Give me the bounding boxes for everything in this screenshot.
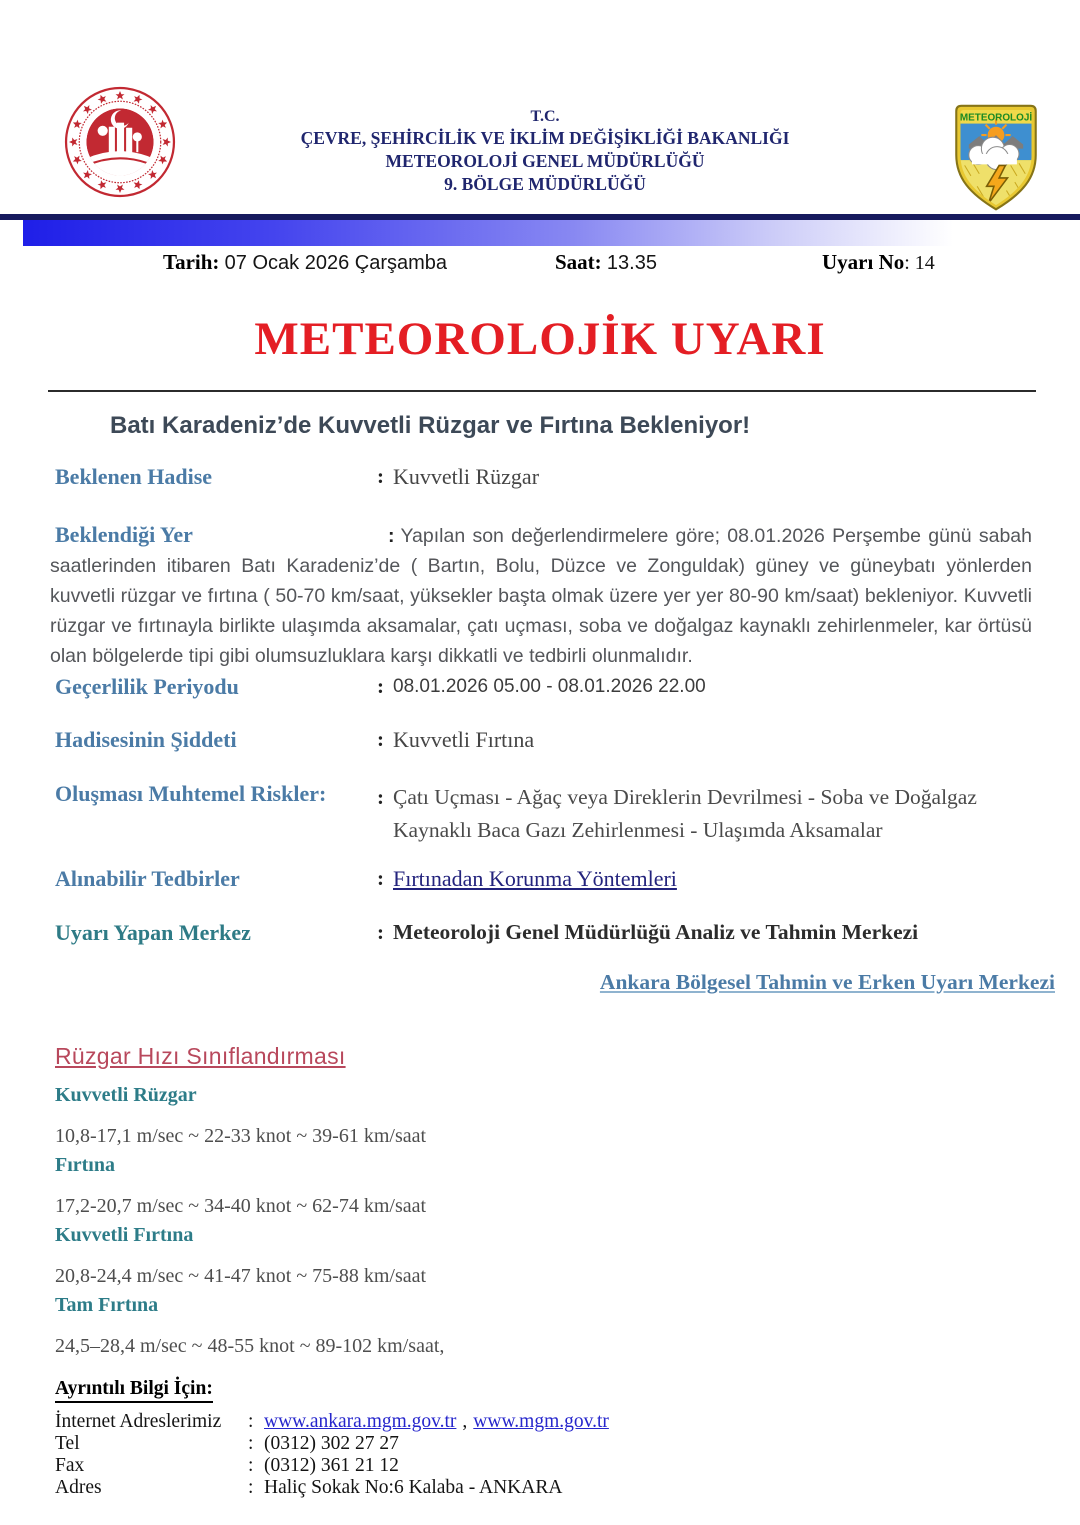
- header-ministry-name: ÇEVRE, ŞEHİRCİLİK VE İKLİM DEĞİŞİKLİĞİ BAKANLIĞI: [300, 128, 790, 148]
- title-divider: [48, 390, 1036, 392]
- saat-label: Saat:: [555, 250, 602, 274]
- field-hadisesinin-siddeti: [55, 727, 1035, 753]
- header-region: 9. BÖLGE MÜDÜRLÜĞÜ: [444, 174, 646, 194]
- uyari-no-field: [822, 250, 935, 275]
- internet-label: İnternet Adreslerimiz: [55, 1411, 222, 1432]
- classification-range: 20,8-24,4 m/sec ~ 41-47 knot ~ 75-88 km/saat: [55, 1265, 427, 1287]
- fax-colon: :: [248, 1455, 254, 1476]
- footer-row-tel: [55, 1433, 1035, 1455]
- riskler-colon: :: [377, 785, 384, 809]
- field-gecerlilik-periyodu: [55, 674, 1035, 700]
- merkez-value: Meteoroloji Genel Müdürlüğü Analiz ve Tahmin Merkezi: [393, 920, 919, 944]
- fax-label: Fax: [55, 1455, 85, 1476]
- regional-center-link[interactable]: Ankara Bölgesel Tahmin ve Erken Uyarı Merkezi: [599, 970, 1055, 994]
- ministry-emblem-icon: [64, 84, 176, 200]
- beklendigi-yer-colon: :: [388, 525, 395, 547]
- footer-row-fax: [55, 1455, 1035, 1477]
- field-muhtemel-riskler: [55, 781, 1035, 847]
- siddet-colon: :: [377, 727, 384, 751]
- classification-range: 24,5–28,4 m/sec ~ 48-55 knot ~ 89-102 km/saat,: [55, 1335, 445, 1357]
- beklendigi-yer-label: Beklendiği Yer: [55, 522, 193, 547]
- field-beklenen-hadise: [55, 464, 1035, 490]
- beklenen-hadise-label: Beklenen Hadise: [55, 464, 213, 489]
- warning-subtitle: Batı Karadeniz’de Kuvvetli Rüzgar ve Fırtına Bekleniyor!: [110, 412, 751, 439]
- merkez-colon: :: [377, 920, 384, 944]
- field-beklendigi-yer: [50, 520, 1032, 671]
- classification-item: [55, 1223, 955, 1288]
- gecerlilik-value: 08.01.2026 05.00 - 08.01.2026 22.00: [393, 676, 706, 697]
- header-tc: T.C.: [530, 108, 560, 125]
- classification-heading: Rüzgar Hızı Sınıflandırması: [55, 1043, 346, 1069]
- header-directorate: METEOROLOJİ GENEL MÜDÜRLÜĞÜ: [385, 151, 705, 171]
- fax-value: (0312) 361 21 12: [264, 1455, 399, 1476]
- contact-footer: [55, 1378, 1035, 1499]
- footer-heading: Ayrıntılı Bilgi İçin:: [55, 1378, 213, 1403]
- uyari-no-value: : 14: [904, 252, 935, 274]
- info-bar: [0, 250, 1080, 278]
- tarih-field: [163, 250, 447, 275]
- adres-colon: :: [248, 1477, 254, 1498]
- classification-name: Kuvvetli Fırtına: [55, 1224, 194, 1246]
- mgm-link[interactable]: www.mgm.gov.tr: [473, 1411, 609, 1432]
- footer-row-adres: [55, 1477, 1035, 1499]
- field-alinabilir-tedbirler: [55, 866, 1035, 892]
- riskler-label: Oluşması Muhtemel Riskler:: [55, 781, 327, 806]
- tarih-value: 07 Ocak 2026 Çarşamba: [224, 252, 448, 274]
- classification-name: Kuvvetli Rüzgar: [55, 1084, 197, 1106]
- uyari-no-label: Uyarı No: [822, 250, 905, 274]
- page-title: METEOROLOJİK UYARI: [254, 313, 826, 365]
- classification-name: Tam Fırtına: [55, 1294, 159, 1316]
- siddet-label: Hadisesinin Şiddeti: [55, 727, 237, 752]
- link-separator: ,: [462, 1411, 468, 1432]
- beklendigi-yer-value: Yapılan son değerlendirmelere göre; 08.01.2026 Perşembe günü sabah saatlerinden itibaren Batı Karadeniz’de ( Bartın, Bolu, Düzce ve Zonguldak) güney ve güneybatı yönlerden kuvvetli rüzgar ve fırtına ( 50-70 km/saat, yüksekler başta olmak üzere yer yer 80-90 km/saat) bekleniyor. Kuvvetli rüzgar ve fırtınayla birlikte ulaşımda aksamalar, çatı uçması, soba ve doğalgaz kaynaklı zehirlenmeler, kar örtüsü olan bölgelerde tipi gibi olumsuzluklara karşı dikkatli ve tedbirli olunmalıdır.: [50, 525, 1032, 667]
- field-uyari-yapan-merkez: [55, 920, 1035, 946]
- header-ministry-block: [190, 106, 900, 196]
- riskler-value: Çatı Uçması - Ağaç veya Direklerin Devrilmesi - Soba ve Doğalgaz Kaynaklı Baca Gazı Zehirlenmesi - Ulaşımda Aksamalar: [393, 785, 977, 842]
- gecerlilik-colon: :: [377, 674, 384, 698]
- classification-range: 17,2-20,7 m/sec ~ 34-40 knot ~ 62-74 km/saat: [55, 1195, 427, 1217]
- meteoroloji-logo-icon: [950, 100, 1042, 212]
- tedbirler-label: Alınabilir Tedbirler: [55, 866, 240, 891]
- ankara-mgm-link[interactable]: www.ankara.mgm.gov.tr: [264, 1411, 457, 1432]
- gradient-bar: [23, 220, 1023, 246]
- siddet-value: Kuvvetli Fırtına: [393, 727, 535, 752]
- classification-name: Fırtına: [55, 1154, 115, 1176]
- tarih-label: Tarih:: [163, 250, 220, 274]
- beklenen-hadise-value: Kuvvetli Rüzgar: [393, 464, 540, 489]
- beklenen-hadise-colon: :: [377, 464, 384, 488]
- adres-label: Adres: [55, 1477, 102, 1498]
- saat-value: 13.35: [606, 252, 657, 274]
- adres-value: Haliç Sokak No:6 Kalaba - ANKARA: [264, 1477, 563, 1498]
- merkez-label: Uyarı Yapan Merkez: [55, 920, 251, 945]
- tedbirler-colon: :: [377, 866, 384, 890]
- tel-label: Tel: [55, 1433, 80, 1454]
- classification-item: [55, 1153, 955, 1218]
- meteoroloji-logo-text: METEOROLOJİ: [959, 112, 1033, 124]
- saat-field: [555, 250, 657, 275]
- footer-row-internet: [55, 1411, 1035, 1433]
- classification-list: [55, 1083, 955, 1363]
- classification-item: [55, 1083, 955, 1148]
- classification-range: 10,8-17,1 m/sec ~ 22-33 knot ~ 39-61 km/saat: [55, 1125, 427, 1147]
- tel-colon: :: [248, 1433, 254, 1454]
- tel-value: (0312) 302 27 27: [264, 1433, 399, 1454]
- internet-colon: :: [248, 1411, 254, 1432]
- tedbirler-link[interactable]: Fırtınadan Korunma Yöntemleri: [393, 866, 677, 891]
- classification-item: [55, 1293, 955, 1358]
- gecerlilik-label: Geçerlilik Periyodu: [55, 674, 239, 699]
